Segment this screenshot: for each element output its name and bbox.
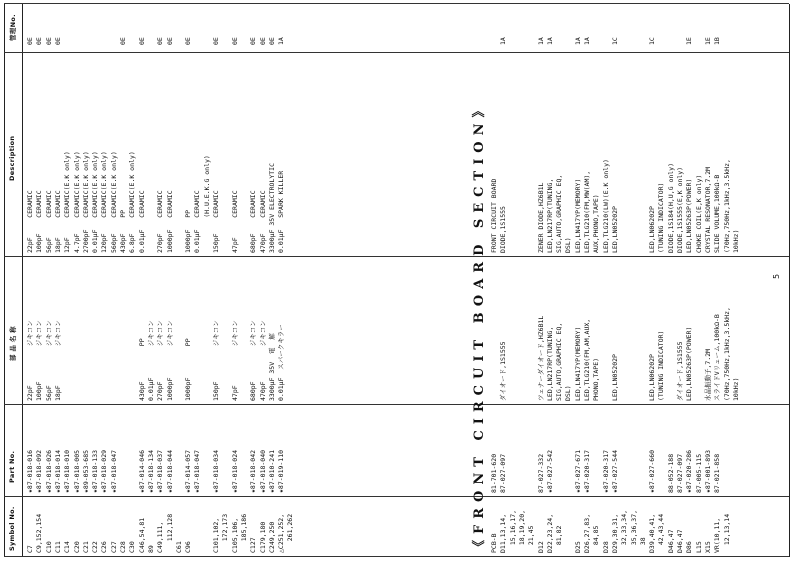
symbol-cell: D29,30,31, [610, 513, 619, 553]
part-number-cell: ★87-018-024 [230, 449, 239, 493]
description-cell: 3300μF 35V ELECTROLYTIC [267, 162, 276, 253]
description-cell: SIG,AUTO,GRAPHIC EQ, [555, 174, 564, 253]
bottom-rule [789, 4, 790, 557]
symbol-cell: D39,40,41, [648, 513, 657, 553]
japanese-name-cell: スライドVリューム,100kΩ-B [713, 314, 722, 401]
description-cell: 0.01μF CERAMIC(E.K only) [91, 151, 100, 253]
japanese-name-cell: LED,LN05202P [610, 354, 619, 401]
japanese-name-cell: 10kHz) [731, 377, 740, 401]
japanese-name-cell: LED,TLG210(FM,AM,AUX, [583, 318, 591, 401]
part-number-cell: ★87-020-317 [583, 449, 591, 493]
description-cell: 47pF CERAMIC [230, 190, 239, 253]
symbol-cell: C28 [119, 541, 127, 553]
page-number: 5 [772, 273, 781, 279]
management-code-cell: 1A [536, 37, 545, 45]
description-cell: 0.01μF CERAMIC [137, 190, 146, 253]
symbol-cell: C49,111, [156, 521, 165, 553]
japanese-name-cell: DSL) [564, 385, 573, 401]
description-cell: 12pF CERAMIC(E.K only) [63, 151, 72, 253]
part-number-cell: ★87-020-286 [685, 449, 694, 493]
description-cell: 4.7pF CERAMIC(E.K only) [72, 151, 81, 253]
symbol-cell: 35,36,37, [629, 509, 638, 553]
part-number-cell: ★87-018-040 [258, 449, 267, 493]
header-description: Description [8, 135, 16, 181]
part-number-cell: ★87-014-046 [137, 449, 146, 493]
japanese-name-cell: 100pF ジキコン [35, 320, 44, 401]
symbol-cell: D12 [536, 541, 545, 553]
border-left [4, 556, 789, 557]
description-cell: AUX,PHONO,TAPE) [592, 194, 601, 253]
symbol-cell: 84,85 [592, 525, 601, 553]
divider-part-japanese [4, 404, 789, 405]
description-cell: LED,TLG210(LW)(E.K only) [601, 159, 610, 253]
management-code-cell: 1E [685, 37, 694, 45]
japanese-name-cell: 3300μF 35V 電 解 [267, 333, 276, 401]
symbol-cell: 261,262 [286, 513, 295, 553]
part-number-cell: ★87-018-044 [165, 449, 174, 493]
management-code-cell: 0E [119, 37, 127, 45]
description-cell: LED,LN417YP(MEMORY) [573, 178, 582, 253]
japanese-name-cell: 470pF ジキコン [258, 320, 267, 401]
management-code-cell: 1B [713, 37, 722, 45]
part-number-cell: ★87-018-034 [212, 449, 220, 493]
divider-symbol-part [4, 496, 789, 497]
description-cell: CRYSTAL RESONATOR,7.2M [703, 166, 712, 253]
management-code-cell: 0E [156, 37, 165, 45]
symbol-cell: D86 [685, 541, 694, 553]
japanese-name-cell: ダイオード,1S1555 [676, 341, 684, 401]
description-cell: 270pF CERAMIC [156, 190, 165, 253]
symbol-cell: C27 [109, 541, 118, 553]
description-cell: LED,LN05263P(POWER) [685, 178, 694, 253]
border-right [4, 3, 789, 4]
description-cell: LED,TLG210(FM,MW(AM), [583, 170, 591, 253]
symbol-cell: D25 [573, 541, 582, 553]
description-cell: 2700pF CERAMIC(E.K only) [81, 151, 90, 253]
description-cell: LED,LN06202P [648, 206, 657, 253]
management-code-cell: 1A [583, 37, 591, 45]
divider-japanese-description [4, 256, 789, 257]
part-number-cell: ★87-020-317 [601, 449, 610, 493]
symbol-cell: 12,13,14 [722, 513, 731, 553]
part-number-cell: ★87-018-092 [35, 449, 44, 493]
symbol-cell: C46,54,81 [137, 517, 146, 553]
symbol-cell: 42,43,44 [657, 513, 666, 553]
part-number-cell: ★87-018-005 [72, 449, 81, 493]
part-number-cell: ★87-018-042 [249, 449, 258, 493]
description-cell: 18pF CERAMIC [53, 190, 62, 253]
symbol-cell: 21,45 [527, 525, 536, 553]
part-number-cell: ★87-018-047 [109, 449, 118, 493]
top-rule [4, 4, 5, 557]
japanese-name-cell: 0.01μF スパークキラー [277, 324, 286, 401]
management-code-cell: 0E [165, 37, 174, 45]
japanese-name-cell: LED,LN217RP(TUNING, [545, 326, 554, 401]
part-number-cell: ★87-018-047 [193, 449, 202, 493]
part-number-cell: ★87-014-057 [184, 449, 193, 493]
japanese-name-cell: (70Hz,750Hz,1kHz,3.5kHz, [722, 307, 731, 401]
symbol-cell: C127 [249, 537, 258, 553]
japanese-name-cell: 150pF ジキコン [212, 320, 220, 401]
description-cell: 0.01μF SPARK KILLER [277, 170, 286, 253]
japanese-name-cell: 680pF ジキコン [249, 320, 258, 401]
description-cell: 430pF PP [119, 209, 127, 253]
part-number-cell: ★87-018-014 [53, 449, 62, 493]
description-cell: ZENER DIODE,HZ6B1L [536, 182, 545, 253]
management-code-cell: 0E [35, 37, 44, 45]
part-number-cell: ★87-018-134 [146, 449, 155, 493]
symbol-cell: 81,82 [555, 525, 564, 553]
symbol-cell: C96 [184, 541, 193, 553]
symbol-cell: C7 [26, 545, 34, 553]
symbol-cell: 38 [638, 537, 647, 553]
japanese-name-cell: LED,LN417YP(MEMORY) [573, 326, 582, 401]
japanese-name-cell: 430pF PP [137, 338, 146, 401]
description-cell: 680pF CERAMIC [249, 190, 258, 253]
japanese-name-cell: 47pF ジキコン [230, 320, 239, 401]
description-cell: CHOKE COIL(E,K only) [694, 174, 703, 253]
symbol-cell: L15 [694, 541, 703, 553]
part-number-cell: ★87-018-133 [91, 449, 100, 493]
part-number-cell: 87-027-332 [536, 453, 545, 493]
japanese-name-cell: 1000pF ジキコン [165, 320, 174, 401]
management-code-cell: 0E [230, 37, 239, 45]
symbol-cell: 112,128 [165, 513, 174, 553]
description-cell: 100pF CERAMIC [35, 190, 44, 253]
management-code-cell: 0E [53, 37, 62, 45]
japanese-name-cell: 270pF ジキコン [156, 320, 165, 401]
management-code-cell: 1A [277, 37, 286, 45]
japanese-name-cell: 水晶振動子,7.2M [703, 348, 712, 401]
header-management-no: 管理No. [9, 14, 17, 41]
part-number-cell: 87-027-097 [676, 453, 684, 493]
description-cell: LED,LN05202P [610, 206, 619, 253]
description-cell: (70Hz,750Hz,1kHz,3.5kHz, [722, 159, 731, 253]
japanese-name-cell: 18pF ジキコン [53, 320, 62, 401]
symbol-cell: △C251,252, [277, 513, 286, 553]
symbol-cell: C179,180 [258, 521, 267, 553]
management-code-cell: 1C [648, 37, 657, 45]
management-code-cell: 0E [258, 37, 267, 45]
part-number-cell: 88-052-188 [666, 453, 675, 493]
symbol-cell: C61 [174, 541, 183, 553]
part-number-cell: 87-021-858 [713, 453, 722, 493]
description-cell: (H.U.E.K.G only) [202, 155, 211, 253]
symbol-cell: 32,33,34, [620, 509, 629, 553]
symbol-cell: C11 [53, 541, 62, 553]
part-number-cell: ★87-018-016 [26, 449, 34, 493]
description-cell: 150pF CERAMIC [212, 190, 220, 253]
symbol-cell: D26,27,83, [583, 513, 591, 553]
japanese-name-cell: (TUNING INDICATOR) [657, 330, 666, 401]
part-number-cell: ★87-018-037 [156, 449, 165, 493]
japanese-name-cell: ツェナーダイオード,HZ6B1L [536, 315, 545, 401]
management-code-cell: 1C [610, 37, 619, 45]
part-number-cell: ★87-018-026 [44, 449, 53, 493]
part-number-cell: ★87-001-893 [703, 449, 712, 493]
symbol-cell: C10 [44, 541, 53, 553]
part-number-cell: ★87-019-110 [277, 449, 286, 493]
description-cell: 1000pF CERAMIC [165, 190, 174, 253]
symbol-cell: 89 [146, 545, 155, 553]
symbol-cell: C30 [128, 541, 137, 553]
description-cell: SLIDE VOLUME,100kΩ-B [713, 174, 722, 253]
management-code-cell: 1A [573, 37, 582, 45]
part-number-cell: 87-005-115 [694, 453, 703, 493]
header-rule [22, 4, 23, 557]
symbol-cell: C101,102, [212, 517, 220, 553]
part-number-cell: ★87-018-010 [63, 449, 72, 493]
header-part: Part No. [8, 450, 16, 483]
symbol-cell: C26 [100, 541, 109, 553]
description-cell: 56pF CERAMIC [44, 190, 53, 253]
japanese-name-cell: LED,LN05263P(POWER) [685, 326, 694, 401]
part-number-cell: ★87-027-544 [610, 449, 619, 493]
description-cell: 1000pF PP [184, 209, 193, 253]
symbol-cell: X15 [703, 541, 712, 553]
symbol-cell: C21 [81, 541, 90, 553]
japanese-name-cell: 1000pF PP [184, 338, 193, 401]
symbol-cell: D46,47 [666, 529, 675, 553]
description-cell: DSL) [564, 237, 573, 253]
japanese-name-cell: 22pF ジキコン [26, 320, 34, 401]
management-code-cell: 0E [26, 37, 34, 45]
header-japanese-name: 部 品 名 称 [9, 326, 17, 361]
description-cell: 22pF CERAMIC [26, 190, 34, 253]
japanese-name-cell: LED,LN06202P [648, 354, 657, 401]
part-number-cell: ★87-018-029 [100, 449, 109, 493]
management-code-cell: 0E [44, 37, 53, 45]
management-code-cell: 1E [703, 37, 712, 45]
description-cell: DIODE,1S184(H,U,G only) [666, 162, 675, 253]
symbol-cell: PCB-B [490, 533, 498, 553]
description-cell: 10kHz) [731, 229, 740, 253]
japanese-name-cell: ダイオード,1S1555 [499, 341, 508, 401]
symbol-cell: D46,47 [676, 529, 684, 553]
management-code-cell: 1A [499, 37, 508, 45]
symbol-cell: C22 [91, 541, 100, 553]
symbol-cell: C249,250 [267, 521, 276, 553]
symbol-cell: C14 [63, 541, 72, 553]
japanese-name-cell: PHONO,TAPE) [592, 357, 601, 401]
symbol-cell: 15,16,17, [508, 509, 517, 553]
description-cell: DIODE,1S1555 [499, 206, 508, 253]
management-code-cell: 0E [137, 37, 146, 45]
part-number-cell: 81-701-620 [490, 453, 498, 493]
header-symbol: Symbol No. [8, 506, 16, 551]
japanese-name-cell: SIG,AUTO,GRAPHIC EQ, [555, 322, 564, 401]
description-cell: 470pF CERAMIC [258, 190, 267, 253]
management-code-cell: 0E [267, 37, 276, 45]
management-code-cell: 0E [184, 37, 193, 45]
management-code-cell: 0E [212, 37, 220, 45]
symbol-cell: D22,23,24, [545, 513, 554, 553]
description-cell: LED,LN217RP(TUNING, [545, 178, 554, 253]
symbol-cell: 172,173 [221, 513, 230, 553]
symbol-cell: D11,13,14, [499, 513, 508, 553]
management-code-cell: 0E [249, 37, 258, 45]
description-cell: FRONT CIRCUIT BOARD [490, 178, 498, 253]
symbol-cell: C20 [72, 541, 81, 553]
symbol-cell: 185,186 [239, 513, 248, 553]
description-cell: 6.8pF CERAMIC(E.K only) [128, 151, 137, 253]
part-number-cell: ★87-027-671 [573, 449, 582, 493]
description-cell: 0.01μF CERAMIC [193, 190, 202, 253]
description-cell: (TUNING INDICATOR) [657, 182, 666, 253]
description-cell: 120pF CERAMIC(E.K only) [100, 151, 109, 253]
part-number-cell: 87-027-097 [499, 453, 508, 493]
symbol-cell: C105,106, [230, 517, 239, 553]
japanese-name-cell: 56pF ジキコン [44, 320, 53, 401]
part-number-cell: ★87-010-241 [267, 449, 276, 493]
description-cell: DIODE,1S1555(E,K only) [676, 166, 684, 253]
part-number-cell: ★87-027-660 [648, 449, 657, 493]
divider-description-code [4, 52, 789, 53]
description-cell: 560pF CERAMIC(E.K only) [109, 151, 118, 253]
symbol-cell: VR(10,11, [713, 517, 722, 553]
management-code-cell: 1A [545, 37, 554, 45]
symbol-cell: D28 [601, 541, 610, 553]
japanese-name-cell: 0.01μF ジキコン [146, 320, 155, 401]
part-number-cell: ★87-027-542 [545, 449, 554, 493]
symbol-cell: C9,152,154 [35, 513, 44, 553]
section-title-front-circuit-board: 《FRONT CIRCUIT BOARD SECTION》 [472, 98, 487, 553]
part-number-cell: ★89-053-685 [81, 449, 90, 493]
symbol-cell: 18,19,20, [517, 509, 526, 553]
